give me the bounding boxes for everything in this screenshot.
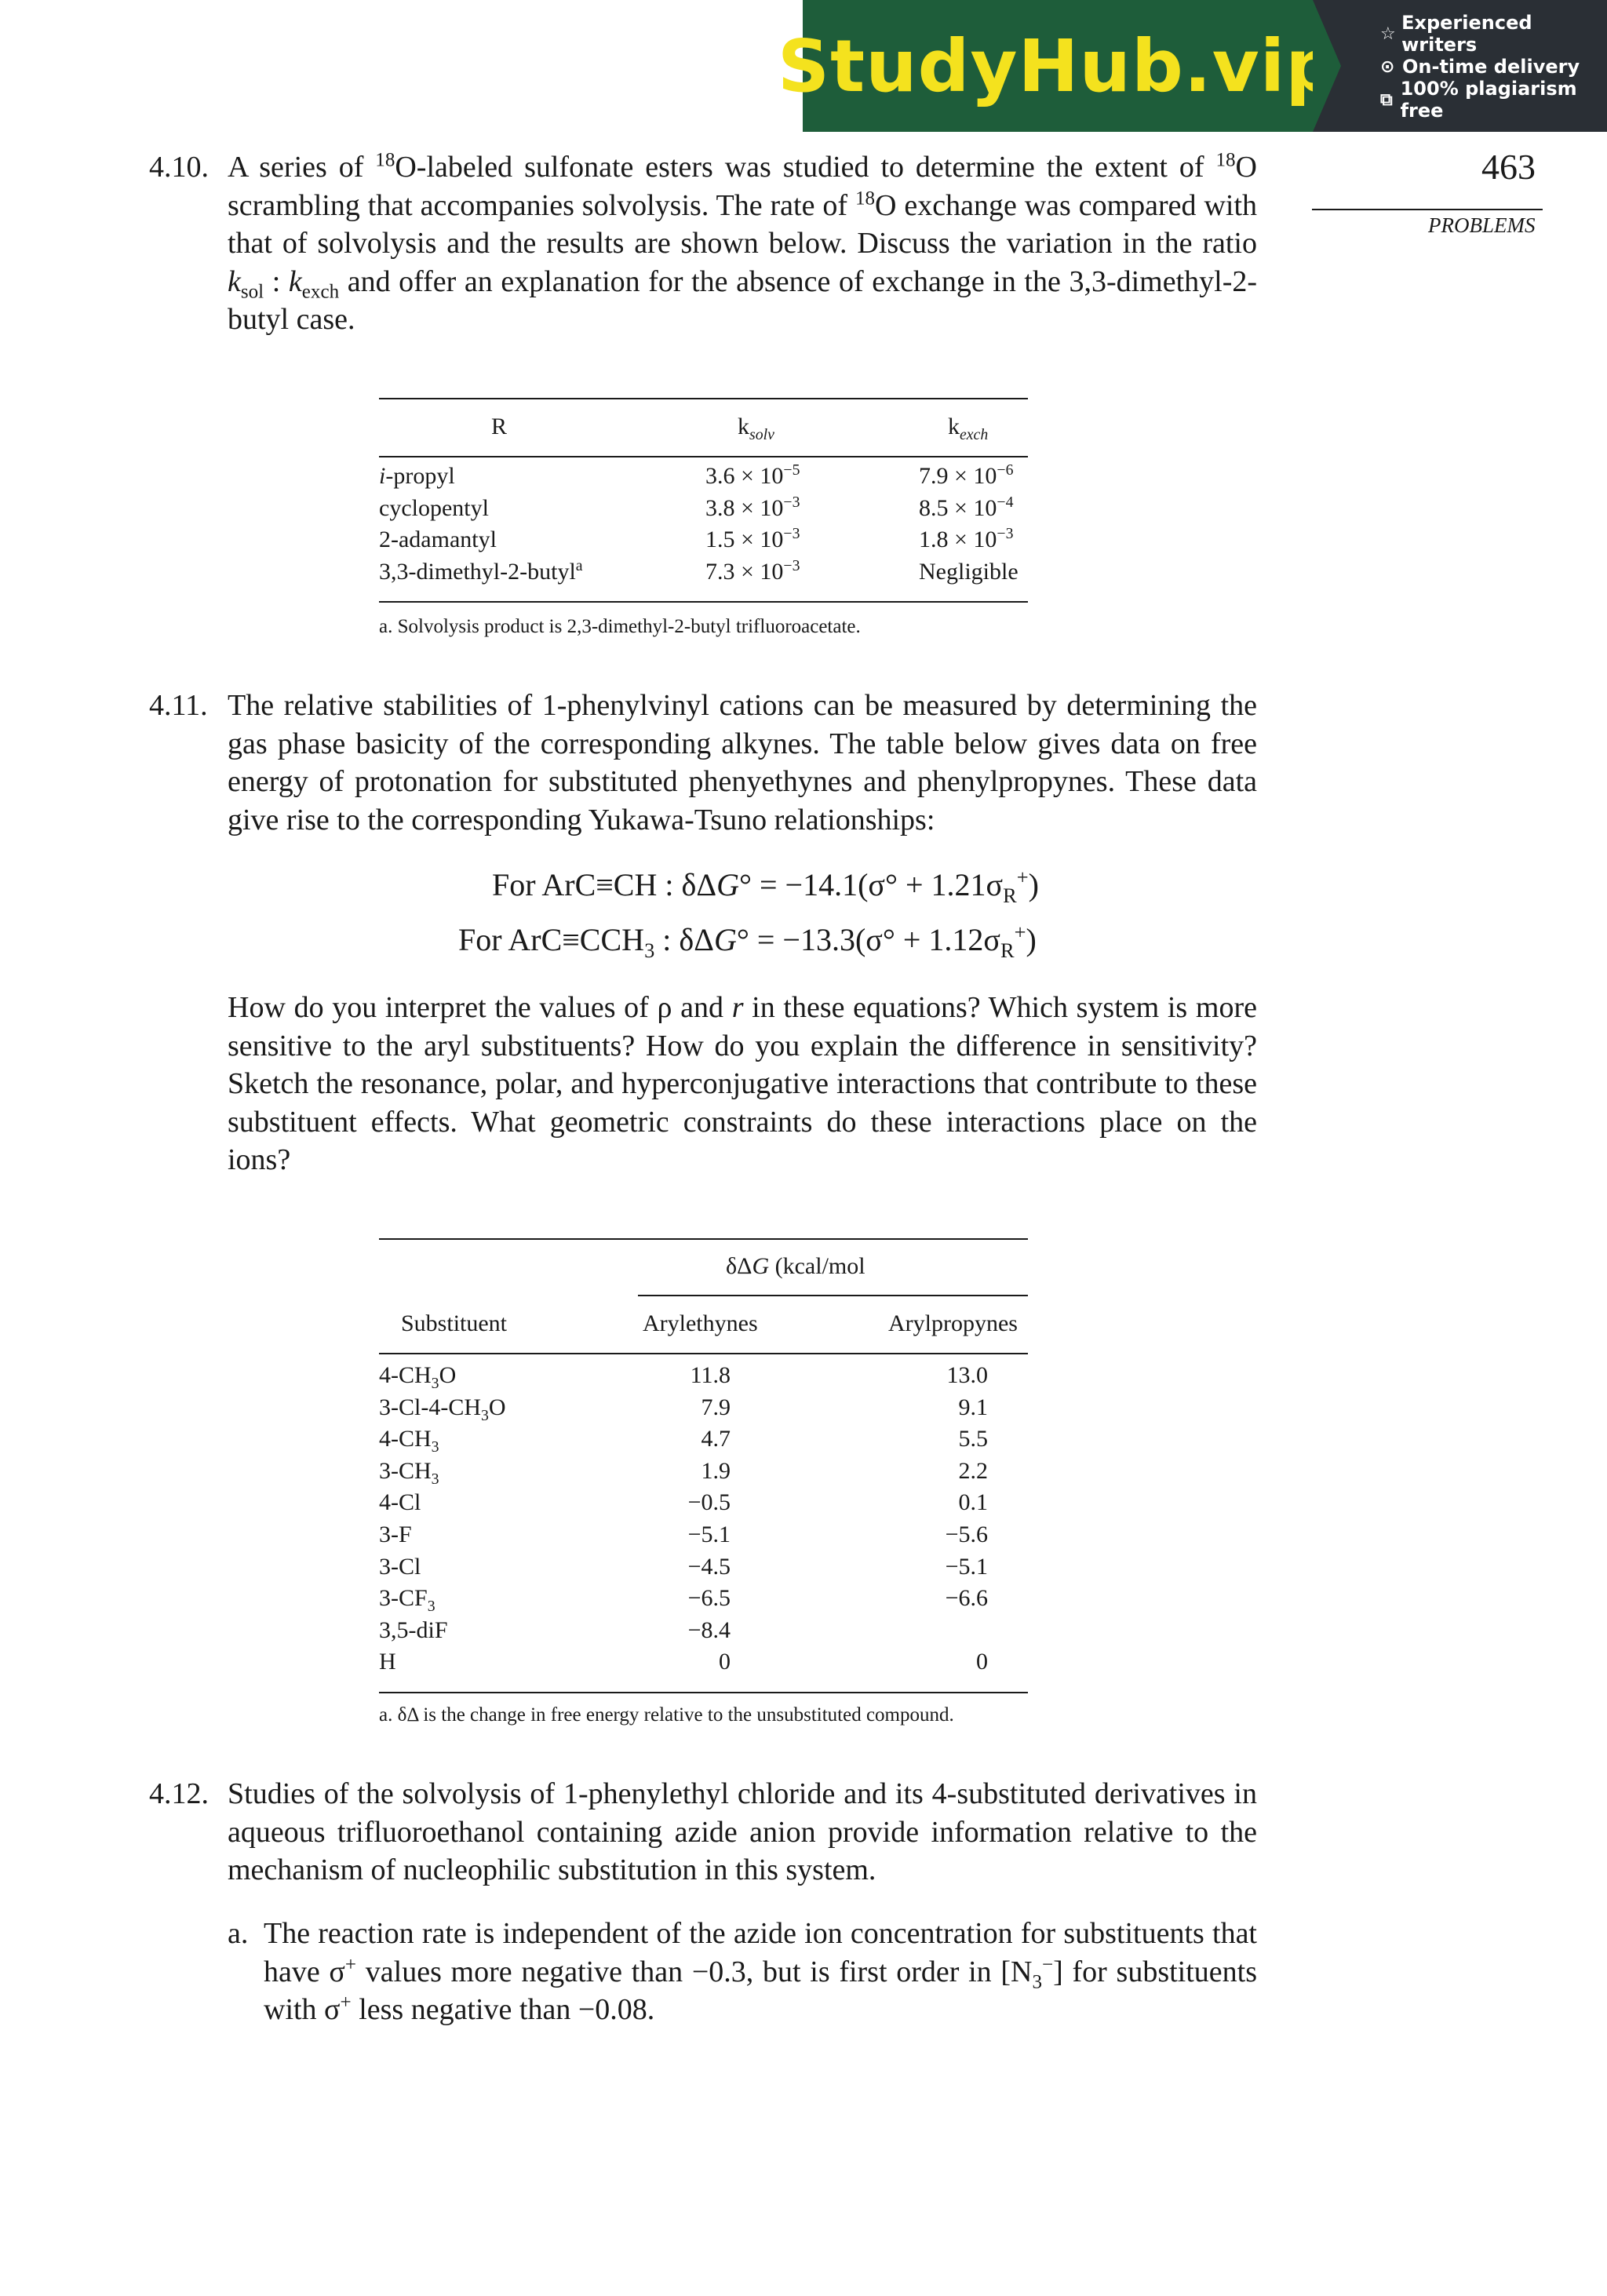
table-row-arylethynes: −4.5 — [687, 1553, 731, 1580]
table-row-r: 2-adamantyl — [379, 527, 497, 552]
group-header-rule — [638, 1295, 1028, 1296]
banner-arrow — [1313, 0, 1341, 132]
table-row-kexch: $8.5 \times 10^{-4}$ — [919, 494, 1014, 521]
clock-icon: ⊙ — [1380, 56, 1395, 77]
table-row-arylethynes: −6.5 — [687, 1585, 731, 1612]
problem-number: 4.12. — [149, 1777, 209, 1810]
group-header-free-energy: δΔG (kcal/mol — [726, 1253, 865, 1279]
table-row-arylpropynes: −6.6 — [945, 1585, 988, 1612]
table-row-ksolv: $7.3 \times 10^{-3}$ — [705, 557, 800, 585]
copy-icon: ⧉ — [1380, 89, 1393, 110]
problem-text: How do you interpret the values of ρ and r in these equations? Which system is more sensitive to the aryl substituents? How do you explain the difference in sensitivity? Sketch the resonance, polar, and hyperconjugative interactions that contribute to these substituent effects. What geometric constraints do these interactions place on the ions? — [228, 991, 1257, 1176]
table-footnote: a. Solvolysis product is 2,3-dimethyl-2-butyl trifluoroacetate. — [379, 616, 861, 637]
feature-experienced-writers — [1380, 12, 1607, 56]
table-row-substituent: 3-Cl — [379, 1553, 421, 1580]
table-row-arylethynes: 0 — [719, 1649, 731, 1675]
table-header-rule — [379, 456, 1028, 457]
table-row-kexch: Negligible — [919, 559, 1018, 585]
table-row-substituent: $3-CH_3$ — [379, 1457, 439, 1488]
table-header-rule — [379, 1353, 1028, 1354]
problem-text: A series of $^{18}$O-labeled sulfonate esters was studied to determine the extent of $^{18}$O scrambling that accompanies solvolysis. The rate of $^{18}$O exchange was compared with that of solvolysis and the results are shown below. Discuss the variation in the ratio $k_{sol}$ : $k_{exch}$ and offer an explanation for the absence of exchange in the 3,3-dimethyl-2-butyl case. — [228, 149, 1258, 336]
problem-number: 4.11. — [149, 689, 208, 722]
table-row-ksolv: $3.6 \times 10^{-5}$ — [705, 461, 800, 489]
table-protonation-energies — [379, 1238, 1028, 1740]
col-header-substituent: Substituent — [401, 1310, 508, 1336]
equation-arylpropyne: For $ArC\equiv CCH_3$ : $\delta\Delta G^\circ = -13.3(\sigma^\circ + 1.12\sigma_R^+)$ — [458, 920, 1037, 962]
table-row-substituent: 3-F — [379, 1522, 412, 1547]
table-row-arylpropynes: 13.0 — [946, 1362, 988, 1388]
table-row-arylethynes: 4.7 — [701, 1426, 731, 1452]
header-rule — [1312, 209, 1543, 210]
problem-4-11 — [149, 687, 1257, 839]
table-row-arylethynes: −8.4 — [687, 1616, 731, 1643]
table-bottom-rule — [379, 601, 1028, 603]
table-row-substituent: $4-CH_3$ — [379, 1426, 439, 1456]
col-header-arylpropynes: Arylpropynes — [888, 1310, 1018, 1336]
features-panel — [1313, 0, 1607, 132]
table-row-arylpropynes: 0 — [976, 1649, 988, 1675]
table-row-arylethynes: −0.5 — [687, 1489, 731, 1516]
table-row-arylethynes: 11.8 — [690, 1362, 731, 1388]
table-row-r: cyclopentyl — [379, 495, 489, 521]
feature-plagiarism-free — [1380, 78, 1607, 122]
table-row-substituent: $3-Cl-4-CH_3O$ — [379, 1394, 506, 1424]
equation-arylethyne: For ArC≡CH : $\delta\Delta G^\circ = -14.1(\sigma^\circ + 1.21\sigma_R^+)$ — [492, 865, 1039, 907]
col-header-ksolv: $k_{solv}$ — [738, 414, 774, 443]
table-top-rule — [379, 398, 1028, 399]
table-row-arylethynes: −5.1 — [687, 1522, 731, 1547]
col-header-arylethynes: Arylethynes — [643, 1310, 758, 1336]
col-header-kexch: $k_{exch}$ — [948, 414, 989, 443]
table-row-arylpropynes: 0.1 — [958, 1489, 988, 1516]
table-row-arylpropynes: 2.2 — [958, 1457, 988, 1484]
table-row-r: 3,3-dimethyl-2-butyl$^a$ — [379, 557, 583, 585]
page-number: 463 — [1481, 147, 1536, 187]
problem-4-11-questions — [149, 989, 1257, 1179]
table-row-kexch: $1.8 \times 10^{-3}$ — [919, 525, 1014, 552]
table-bottom-rule — [379, 1692, 1028, 1693]
table-row-arylethynes: 7.9 — [701, 1394, 731, 1420]
table-row-arylpropynes: −5.6 — [945, 1522, 988, 1547]
table-footnote: a. δΔ is the change in free energy relative to the unsubstituted compound. — [379, 1704, 954, 1726]
table-row-r: i-propyl — [379, 463, 455, 489]
table-row-arylethynes: 1.9 — [701, 1457, 731, 1484]
problem-number: 4.10. — [149, 151, 209, 184]
table-row-ksolv: $1.5 \times 10^{-3}$ — [705, 525, 800, 552]
section-label: PROBLEMS — [1428, 213, 1536, 237]
problem-4-12-part-a — [149, 1915, 1257, 2029]
feature-label: On-time delivery — [1402, 56, 1580, 78]
table-top-rule — [379, 1238, 1028, 1240]
table-row-kexch: $7.9 \times 10^{-6}$ — [919, 461, 1014, 489]
part-label: a. — [228, 1917, 249, 1950]
star-icon: ☆ — [1380, 24, 1396, 44]
table-exchange-rates — [379, 398, 1028, 649]
table-row-substituent: 4-Cl — [379, 1489, 421, 1516]
ad-banner[interactable] — [777, 0, 1607, 132]
table-row-arylpropynes: 9.1 — [958, 1394, 988, 1420]
problem-text: The relative stabilities of 1-phenylvinyl cations can be measured by determining the gas phase basicity of the corresponding alkynes. The table below gives data on free energy of protonation for substituted phenyethynes and phenylpropynes. These data give rise to the corresponding Yukawa-Tsuno relationships: — [228, 689, 1257, 836]
table-row-arylpropynes: 5.5 — [958, 1426, 988, 1452]
problem-4-10 — [149, 148, 1257, 339]
table-row-substituent: 3,5-diF — [379, 1616, 448, 1643]
problem-4-12 — [149, 1775, 1257, 1890]
feature-label: Experienced writers — [1401, 12, 1532, 56]
table-row-substituent: $3-CF_3$ — [379, 1585, 435, 1616]
table-row-ksolv: $3.8 \times 10^{-3}$ — [705, 494, 800, 521]
table-row-arylpropynes: −5.1 — [945, 1553, 988, 1580]
table-row-substituent: $4-CH_3O$ — [379, 1362, 457, 1392]
brand-logo: StudyHub.vip — [777, 24, 1339, 108]
problem-text: Studies of the solvolysis of 1-phenylethyl chloride and its 4-substituted derivatives in aqueous trifluoroethanol containing azide anion provide information relative to the mechanism of nucleophilic substitution in this system. — [228, 1777, 1257, 1886]
feature-label: 100% plagiarism free — [1400, 78, 1577, 122]
table-row-substituent: H — [379, 1649, 396, 1675]
brand-panel — [777, 0, 1339, 132]
part-text: The reaction rate is independent of the azide ion concentration for substituents that have σ+ values more negative than −0.3, but is first order in $[N_3^-]$ for substituents with σ+ less negative than −0.08. — [264, 1917, 1257, 2026]
col-header-r: R — [491, 414, 508, 439]
